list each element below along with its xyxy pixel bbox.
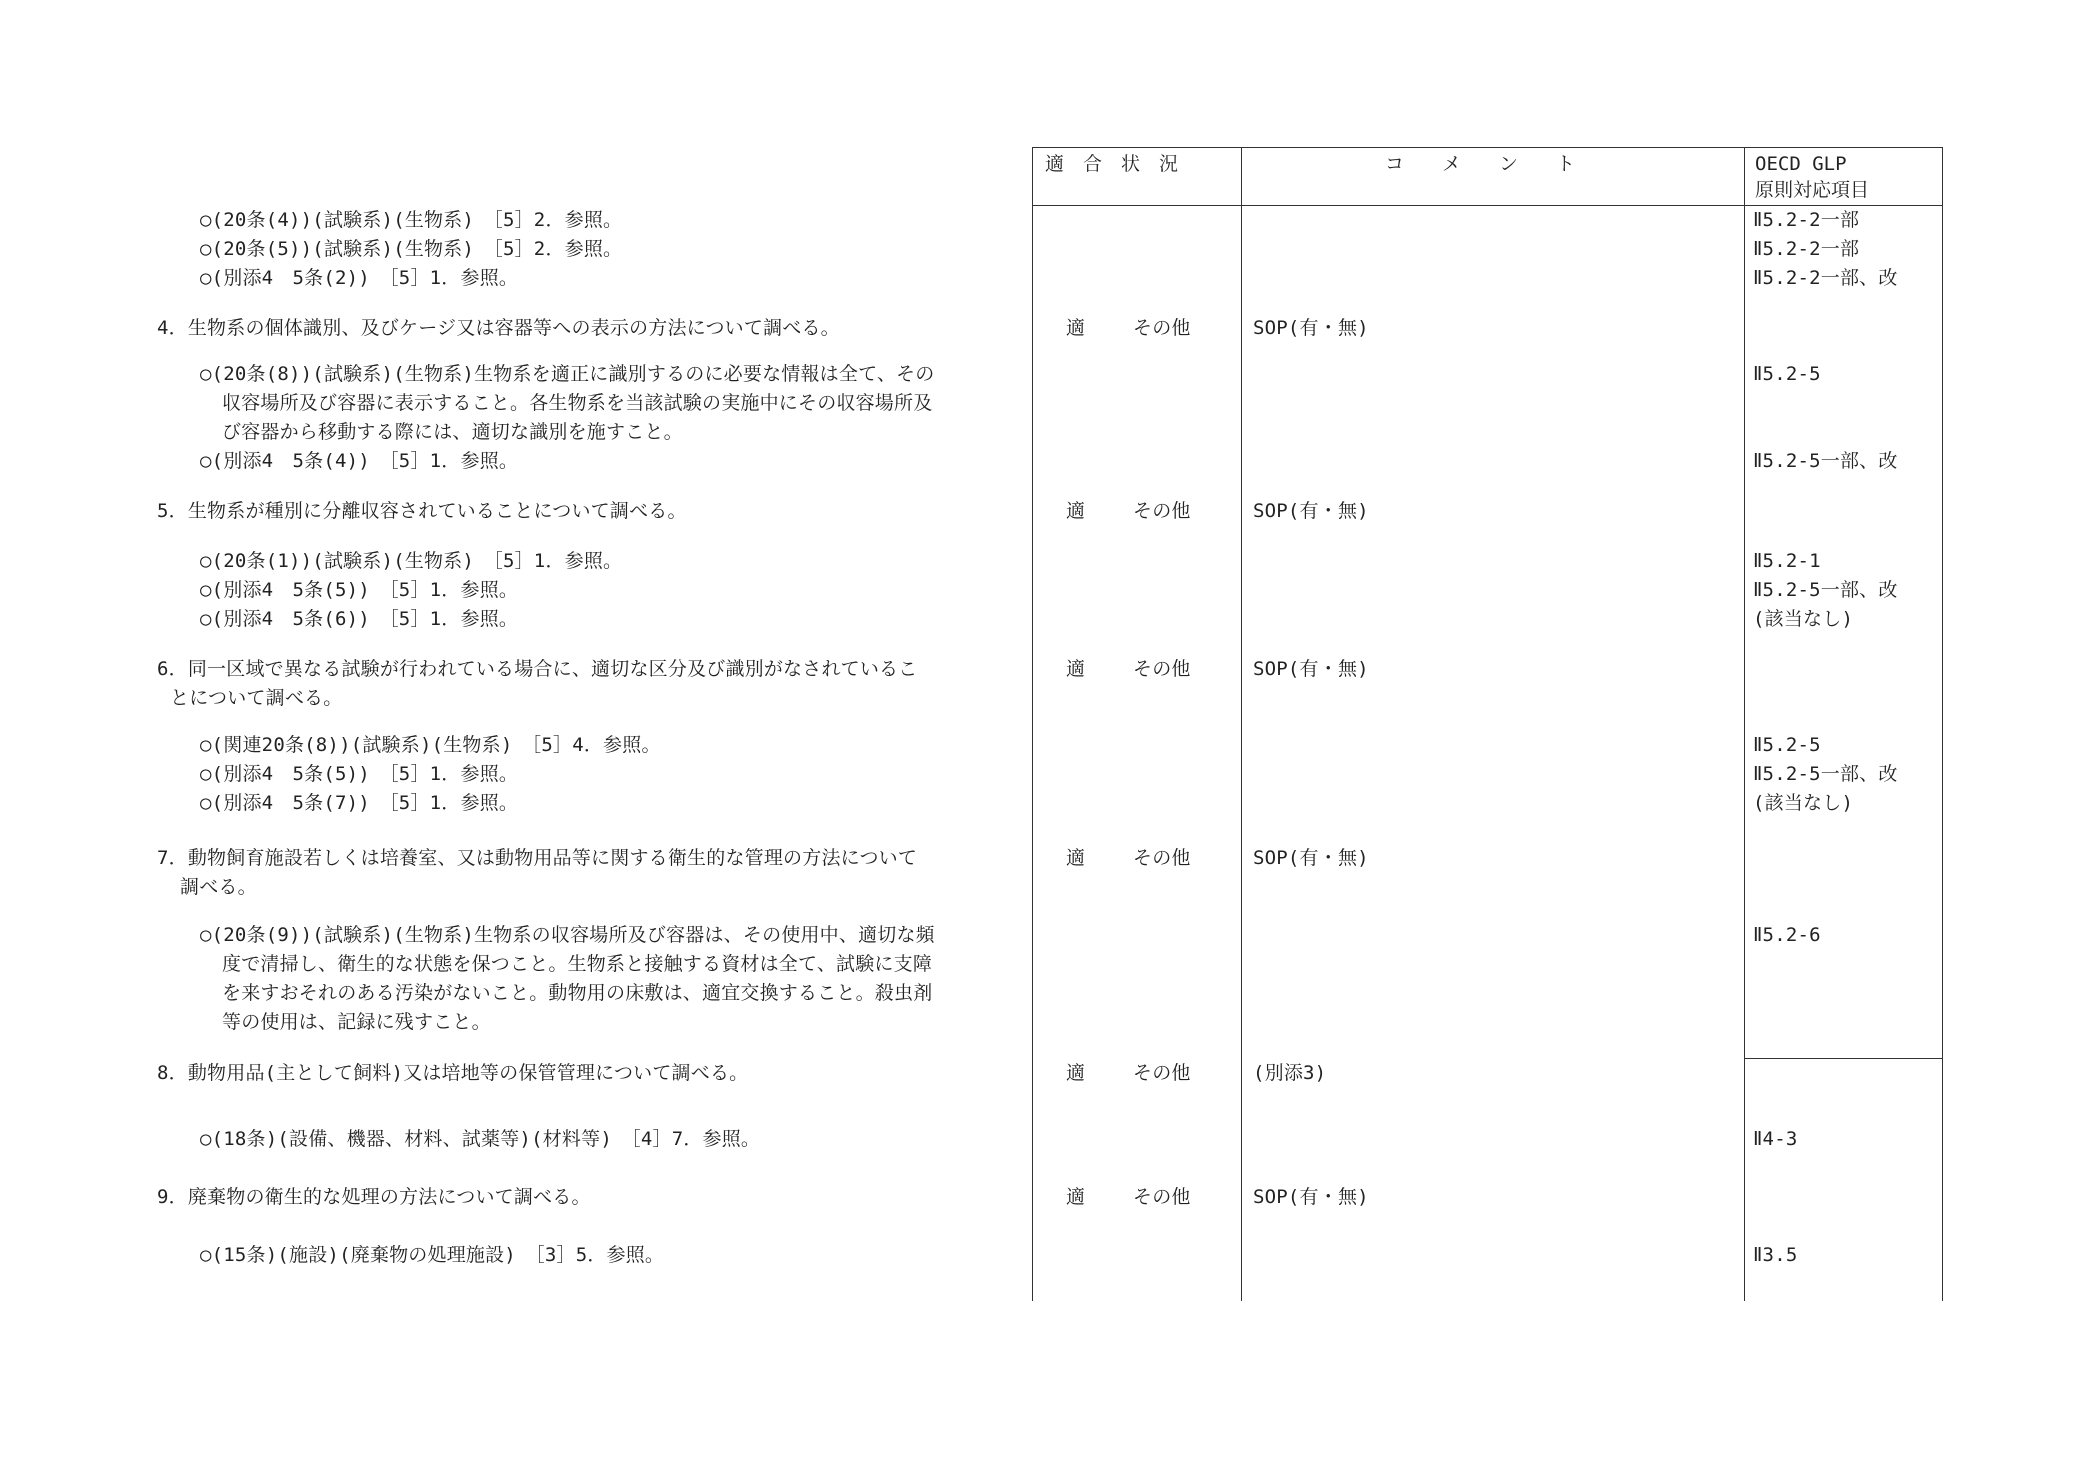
header-status: 適 合 状 況 bbox=[1045, 153, 1179, 175]
section-heading-6: 6．同一区域で異なる試験が行われている場合に、適切な区分及び識別がなされているこ bbox=[157, 658, 918, 680]
status-compliant: 適 bbox=[1066, 317, 1086, 339]
oecd-ref: Ⅱ5.2-5一部、改 bbox=[1753, 450, 1898, 472]
section-heading-8: 8．動物用品(主として飼料)又は培地等の保管管理について調べる。 bbox=[157, 1062, 749, 1084]
comment-sop: SOP(有・無) bbox=[1253, 847, 1369, 869]
item-text: ○(20条(9))(試験系)(生物系)生物系の収容場所及び容器は、その使用中、適切な頻 bbox=[200, 924, 935, 946]
oecd-ref: Ⅱ3.5 bbox=[1753, 1244, 1798, 1266]
status-compliant: 適 bbox=[1066, 658, 1086, 680]
item-text: ○(18条)(設備、機器、材料、試薬等)(材料等) ［4］7．参照。 bbox=[200, 1128, 761, 1150]
item-text: ○(15条)(施設)(廃棄物の処理施設) ［3］5．参照。 bbox=[200, 1244, 665, 1266]
item-text: ○(別添4 5条(2)) ［5］1．参照。 bbox=[200, 267, 519, 289]
status-other: その他 bbox=[1133, 658, 1191, 680]
header-oecd-line1: OECD GLP bbox=[1755, 153, 1847, 175]
section-heading-7: 7．動物飼育施設若しくは培養室、又は動物用品等に関する衛生的な管理の方法について bbox=[157, 847, 918, 869]
column-divider-comment-oecd bbox=[1744, 147, 1745, 1301]
comment-sop: SOP(有・無) bbox=[1253, 500, 1369, 522]
oecd-ref: Ⅱ5.2-5一部、改 bbox=[1753, 763, 1898, 785]
status-compliant: 適 bbox=[1066, 847, 1086, 869]
item-text: ○(別添4 5条(4)) ［5］1．参照。 bbox=[200, 450, 519, 472]
item-text-continued: 等の使用は、記録に残すこと。 bbox=[222, 1011, 491, 1033]
item-text: ○(関連20条(8))(試験系)(生物系) ［5］4．参照。 bbox=[200, 734, 661, 756]
oecd-divider bbox=[1744, 1058, 1942, 1059]
item-text: ○(20条(5))(試験系)(生物系) ［5］2．参照。 bbox=[200, 238, 623, 260]
comment-sop: SOP(有・無) bbox=[1253, 1186, 1369, 1208]
section-heading-4: 4．生物系の個体識別、及びケージ又は容器等への表示の方法について調べる。 bbox=[157, 317, 840, 339]
comment-sop: SOP(有・無) bbox=[1253, 317, 1369, 339]
status-other: その他 bbox=[1133, 317, 1191, 339]
item-text-continued: 度で清掃し、衛生的な状態を保つこと。生物系と接触する資材は全て、試験に支障 bbox=[222, 953, 933, 975]
oecd-ref: Ⅱ5.2-2一部、改 bbox=[1753, 267, 1898, 289]
oecd-ref: Ⅱ5.2-5 bbox=[1753, 363, 1821, 385]
table-left-border bbox=[1032, 147, 1033, 1301]
oecd-ref: Ⅱ5.2-5 bbox=[1753, 734, 1821, 756]
comment-sop: SOP(有・無) bbox=[1253, 658, 1369, 680]
section-heading-continued: とについて調べる。 bbox=[170, 687, 343, 709]
section-heading-5: 5．生物系が種別に分離収容されていることについて調べる。 bbox=[157, 500, 687, 522]
item-text: ○(別添4 5条(5)) ［5］1．参照。 bbox=[200, 763, 519, 785]
header-comment: コ メ ン ト bbox=[1385, 153, 1576, 175]
item-text-continued: を来すおそれのある汚染がないこと。動物用の床敷は、適宜交換すること。殺虫剤 bbox=[222, 982, 933, 1004]
header-oecd-line2: 原則対応項目 bbox=[1755, 179, 1870, 201]
section-heading-continued: 調べる。 bbox=[180, 876, 257, 898]
item-text: ○(20条(1))(試験系)(生物系) ［5］1．参照。 bbox=[200, 550, 623, 572]
status-compliant: 適 bbox=[1066, 500, 1086, 522]
status-other: その他 bbox=[1133, 847, 1191, 869]
status-compliant: 適 bbox=[1066, 1186, 1086, 1208]
item-text-continued: び容器から移動する際には、適切な識別を施すこと。 bbox=[222, 421, 683, 443]
oecd-ref: Ⅱ5.2-2一部 bbox=[1753, 209, 1860, 231]
status-other: その他 bbox=[1133, 1186, 1191, 1208]
table-right-border bbox=[1942, 147, 1943, 1301]
item-text: ○(別添4 5条(5)) ［5］1．参照。 bbox=[200, 579, 519, 601]
oecd-ref: (該当なし) bbox=[1753, 792, 1854, 814]
item-text-continued: 収容場所及び容器に表示すること。各生物系を当該試験の実施中にその収容場所及 bbox=[222, 392, 933, 414]
status-other: その他 bbox=[1133, 500, 1191, 522]
item-text: ○(20条(4))(試験系)(生物系) ［5］2．参照。 bbox=[200, 209, 623, 231]
status-other: その他 bbox=[1133, 1062, 1191, 1084]
oecd-ref: Ⅱ5.2-6 bbox=[1753, 924, 1821, 946]
oecd-ref: Ⅱ5.2-1 bbox=[1753, 550, 1821, 572]
oecd-ref: Ⅱ5.2-5一部、改 bbox=[1753, 579, 1898, 601]
item-text: ○(20条(8))(試験系)(生物系)生物系を適正に識別するのに必要な情報は全て、その bbox=[200, 363, 935, 385]
table-top-border bbox=[1032, 147, 1942, 148]
section-heading-9: 9．廃棄物の衛生的な処理の方法について調べる。 bbox=[157, 1186, 591, 1208]
oecd-ref: Ⅱ5.2-2一部 bbox=[1753, 238, 1860, 260]
item-text: ○(別添4 5条(6)) ［5］1．参照。 bbox=[200, 608, 519, 630]
oecd-ref: Ⅱ4-3 bbox=[1753, 1128, 1798, 1150]
column-divider-status-comment bbox=[1241, 147, 1242, 1301]
item-text: ○(別添4 5条(7)) ［5］1．参照。 bbox=[200, 792, 519, 814]
status-compliant: 適 bbox=[1066, 1062, 1086, 1084]
oecd-ref: (該当なし) bbox=[1753, 608, 1854, 630]
comment-appendix: (別添3) bbox=[1253, 1062, 1327, 1084]
